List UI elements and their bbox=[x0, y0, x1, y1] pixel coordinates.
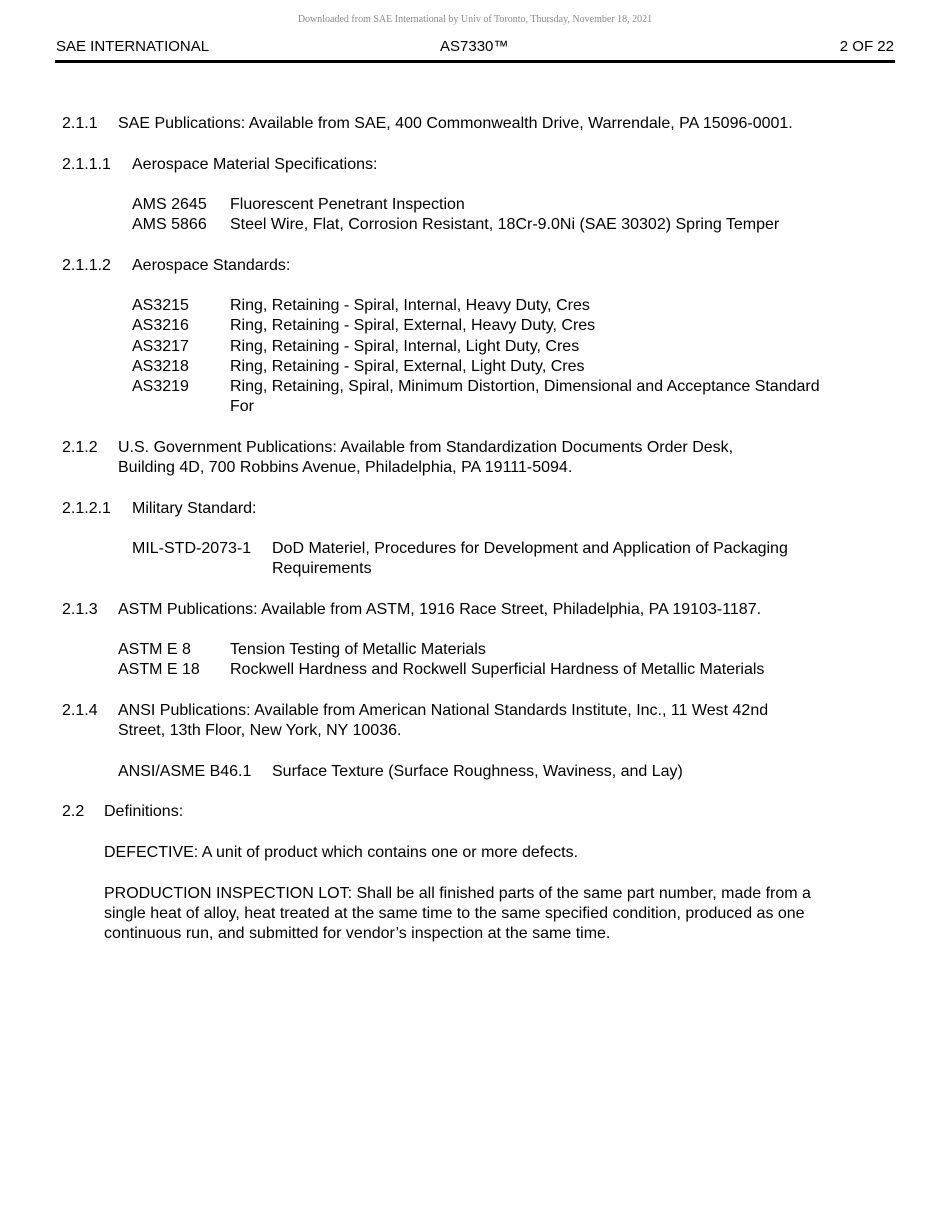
section-text-2-1-3: ASTM Publications: Available from ASTM, 1916 Race Street, Philadelphia, PA 19103-1187. bbox=[118, 601, 762, 618]
ref-description: Ring, Retaining - Spiral, Internal, Light Duty, Cres bbox=[230, 338, 580, 355]
download-watermark: Downloaded from SAE International by Univ of Toronto, Thursday, November 18, 2021 bbox=[297, 14, 653, 25]
ref-description: Rockwell Hardness and Rockwell Superficial Hardness of Metallic Materials bbox=[230, 661, 765, 678]
section-text-2-1-1: SAE Publications: Available from SAE, 400 Commonwealth Drive, Warrendale, PA 15096-0001. bbox=[118, 115, 793, 132]
section-title-2-2: Definitions: bbox=[104, 803, 184, 820]
definition-lot-line2: single heat of alloy, heat treated at the same time to the same specified condition, produced as one bbox=[104, 905, 805, 922]
definition-lot-line1: PRODUCTION INSPECTION LOT: Shall be all finished parts of the same part number, made from a bbox=[104, 885, 811, 902]
section-text-2-1-2-line2: Building 4D, 700 Robbins Avenue, Philadelphia, PA 19111-5094. bbox=[118, 459, 573, 476]
ref-code: MIL-STD-2073-1 bbox=[132, 540, 252, 557]
section-number-2-1-2-1: 2.1.2.1 bbox=[62, 500, 111, 517]
ref-code: ANSI/ASME B46.1 bbox=[118, 763, 252, 780]
section-title-2-1-1-2: Aerospace Standards: bbox=[132, 257, 291, 274]
ref-description: Tension Testing of Metallic Materials bbox=[230, 641, 486, 658]
definition-defective: DEFECTIVE: A unit of product which contains one or more defects. bbox=[104, 844, 579, 861]
ref-code: AS3215 bbox=[132, 297, 189, 314]
section-number-2-1-2: 2.1.2 bbox=[62, 439, 98, 456]
section-number-2-1-3: 2.1.3 bbox=[62, 601, 98, 618]
section-number-2-2: 2.2 bbox=[62, 803, 85, 820]
ref-code: AS3217 bbox=[132, 338, 189, 355]
section-title-2-1-2-1: Military Standard: bbox=[132, 500, 257, 517]
ref-description: Ring, Retaining - Spiral, External, Light Duty, Cres bbox=[230, 358, 585, 375]
ref-description: DoD Materiel, Procedures for Development and Application of Packaging bbox=[272, 540, 788, 557]
section-text-2-1-2-line1: U.S. Government Publications: Available from Standardization Documents Order Desk, bbox=[118, 439, 734, 456]
ref-description: Steel Wire, Flat, Corrosion Resistant, 18Cr-9.0Ni (SAE 30302) Spring Temper bbox=[230, 216, 780, 233]
section-number-2-1-4: 2.1.4 bbox=[62, 702, 98, 719]
section-text-2-1-4-line1: ANSI Publications: Available from American National Standards Institute, Inc., 11 West 42nd bbox=[118, 702, 769, 719]
ref-code: ASTM E 8 bbox=[118, 641, 191, 658]
section-title-2-1-1-1: Aerospace Material Specifications: bbox=[132, 156, 378, 173]
ref-code: AMS 5866 bbox=[132, 216, 207, 233]
ref-description: Ring, Retaining - Spiral, External, Heavy Duty, Cres bbox=[230, 317, 596, 334]
ref-description: Ring, Retaining, Spiral, Minimum Distortion, Dimensional and Acceptance Standard bbox=[230, 378, 820, 395]
section-text-2-1-4-line2: Street, 13th Floor, New York, NY 10036. bbox=[118, 722, 402, 739]
ref-code: AS3219 bbox=[132, 378, 189, 395]
ref-code: AMS 2645 bbox=[132, 196, 207, 213]
ref-description-continued: Requirements bbox=[272, 560, 372, 577]
ref-code: ASTM E 18 bbox=[118, 661, 200, 678]
ref-code: AS3216 bbox=[132, 317, 189, 334]
header-page-number: 2 OF 22 bbox=[839, 38, 894, 55]
header-rule bbox=[55, 60, 895, 63]
header-publisher: SAE INTERNATIONAL bbox=[56, 38, 210, 55]
ref-description: Surface Texture (Surface Roughness, Waviness, and Lay) bbox=[272, 763, 683, 780]
section-number-2-1-1-2: 2.1.1.2 bbox=[62, 257, 111, 274]
ref-description-continued: For bbox=[230, 398, 254, 415]
header-doc-number: AS7330™ bbox=[440, 38, 509, 55]
definition-lot-line3: continuous run, and submitted for vendor’s inspection at the same time. bbox=[104, 925, 611, 942]
ref-description: Ring, Retaining - Spiral, Internal, Heavy Duty, Cres bbox=[230, 297, 590, 314]
ref-description: Fluorescent Penetrant Inspection bbox=[230, 196, 465, 213]
section-number-2-1-1: 2.1.1 bbox=[62, 115, 98, 132]
section-number-2-1-1-1: 2.1.1.1 bbox=[62, 156, 111, 173]
ref-code: AS3218 bbox=[132, 358, 189, 375]
